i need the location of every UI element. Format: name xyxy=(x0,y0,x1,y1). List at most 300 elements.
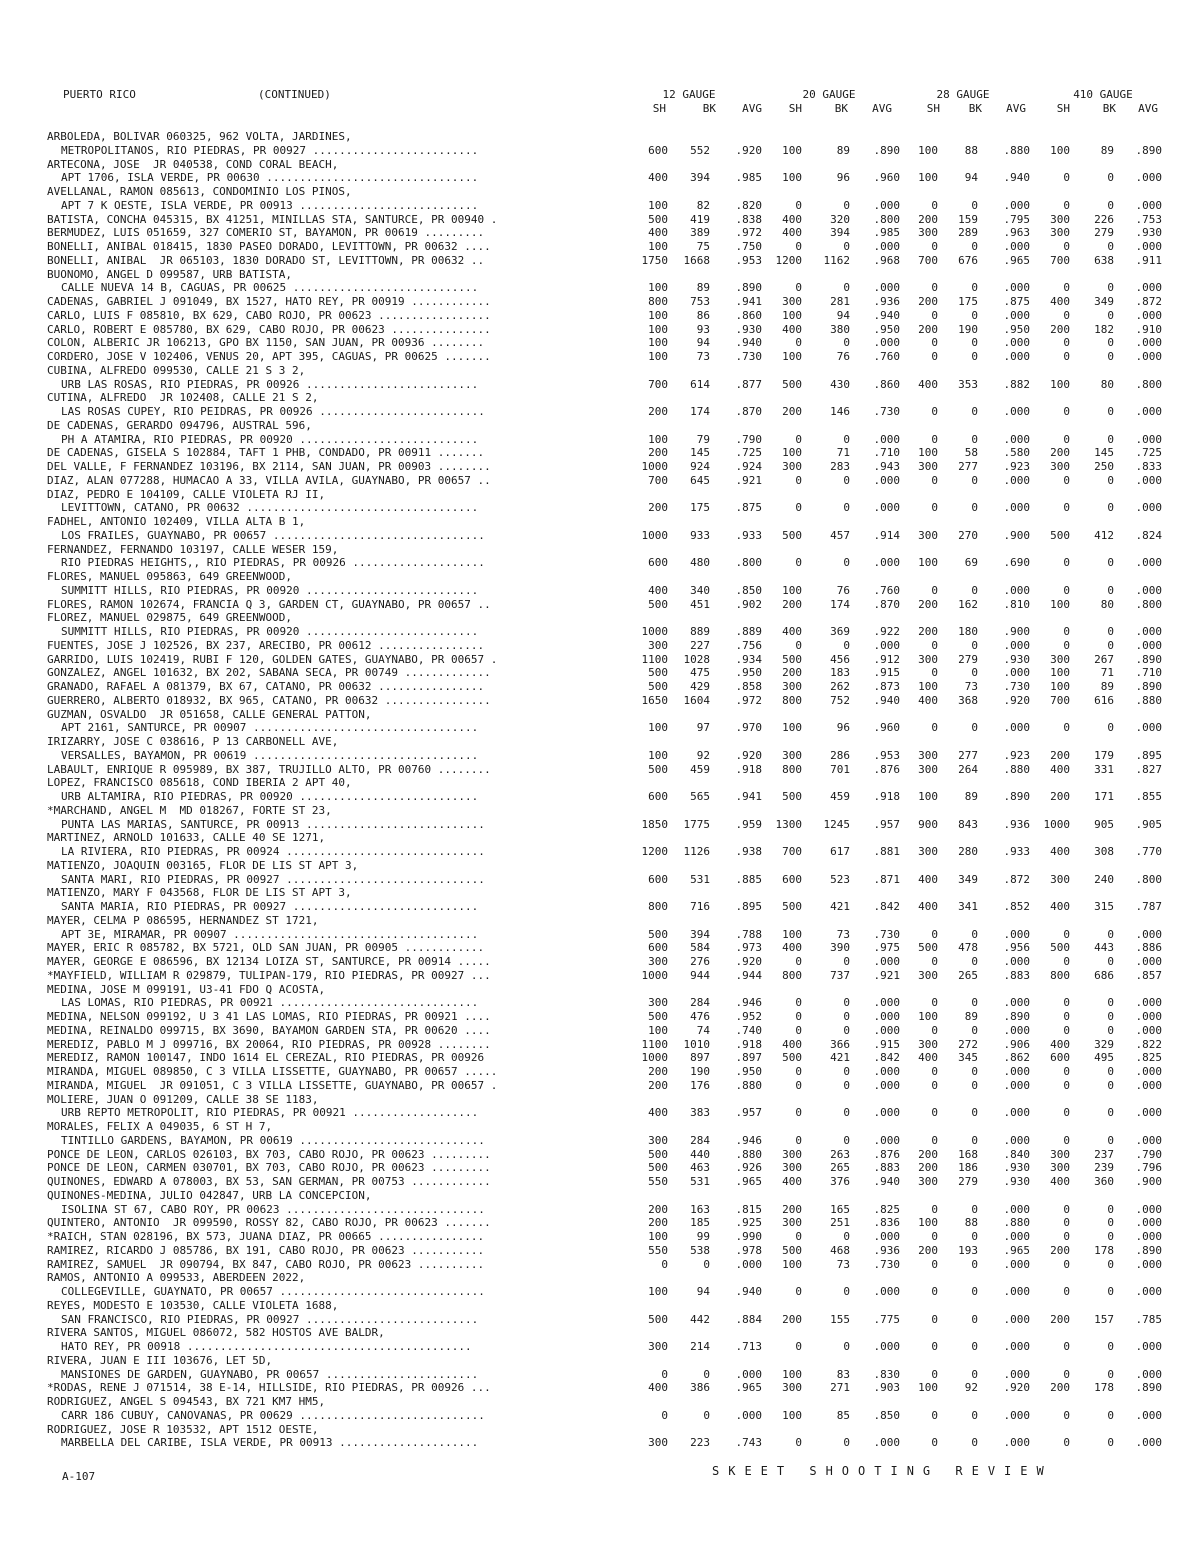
score-cell: 0 xyxy=(1107,501,1114,515)
score-cell: 400 xyxy=(782,226,802,240)
score-cell: .000 xyxy=(1135,1285,1162,1298)
score-cell: 500 xyxy=(648,927,668,941)
score-cell: .890 xyxy=(1135,1243,1162,1257)
score-cell: 200 xyxy=(782,1312,802,1326)
score-cell: .875 xyxy=(735,501,762,515)
column-label: SH xyxy=(788,102,802,115)
list-item xyxy=(0,694,1200,708)
list-item xyxy=(0,1010,1200,1024)
score-cell: 500 xyxy=(648,1161,668,1175)
column-label: SH xyxy=(652,102,666,115)
shooter-name-text: QUINONES, EDWARD A 078003, BX 53, SAN GERMAN, PR 00753 ............ xyxy=(47,1175,491,1188)
score-cell: 0 xyxy=(971,721,978,735)
score-cell: 79 xyxy=(696,432,710,446)
score-cell: 190 xyxy=(690,1065,710,1078)
score-cell: 584 xyxy=(690,941,710,955)
score-cell: 281 xyxy=(830,295,850,308)
score-cell: 0 xyxy=(971,1340,978,1353)
list-item xyxy=(0,405,1200,419)
list-item xyxy=(0,831,1200,845)
score-cell: .905 xyxy=(1135,817,1162,831)
list-item xyxy=(0,185,1200,199)
score-cell: 0 xyxy=(931,501,938,515)
score-cell: .857 xyxy=(1135,968,1162,982)
score-cell: 88 xyxy=(964,1216,978,1230)
score-cell: .880 xyxy=(1003,143,1030,157)
address-text: SUMMITT HILLS, RIO PIEDRAS, PR 00920 .......................... xyxy=(61,625,479,638)
list-item xyxy=(0,914,1200,928)
score-cell: .911 xyxy=(1135,253,1162,267)
score-cell: .972 xyxy=(735,693,762,707)
address-text: LAS LOMAS, RIO PIEDRAS, PR 00921 .............................. xyxy=(61,996,479,1010)
list-item xyxy=(0,625,1200,639)
score-cell: .800 xyxy=(1135,377,1162,391)
shooter-name-text: LOPEZ, FRANCISCO 085618, COND IBERIA 2 APT 40, xyxy=(47,776,352,790)
list-item xyxy=(0,1161,1200,1175)
score-cell: 0 xyxy=(931,473,938,487)
gauge-header-12: 12 GAUGE xyxy=(662,88,716,101)
score-cell: 0 xyxy=(795,432,802,446)
score-cell: 223 xyxy=(690,1436,710,1450)
score-cell: 171 xyxy=(1094,790,1114,803)
score-cell: .000 xyxy=(873,1340,900,1353)
list-item xyxy=(0,1148,1200,1162)
score-cell: .957 xyxy=(873,817,900,831)
shooter-name-text: MEDINA, REINALDO 099715, BX 3690, BAYAMON GARDEN STA, PR 00620 .... xyxy=(47,1023,491,1037)
score-cell: 88 xyxy=(964,143,978,157)
score-cell: 0 xyxy=(1063,1078,1070,1092)
score-cell: 73 xyxy=(836,1257,850,1271)
score-cell: 186 xyxy=(958,1161,978,1175)
list-item xyxy=(0,1189,1200,1203)
score-cell: .000 xyxy=(1135,638,1162,652)
score-cell: 0 xyxy=(971,955,978,968)
score-cell: .740 xyxy=(735,1023,762,1037)
score-cell: .825 xyxy=(1135,1051,1162,1065)
score-cell: .000 xyxy=(1003,1106,1030,1120)
score-cell: 193 xyxy=(958,1243,978,1257)
score-cell: 100 xyxy=(918,556,938,570)
score-cell: 0 xyxy=(795,1023,802,1037)
score-cell: 200 xyxy=(1050,1381,1070,1395)
list-item xyxy=(0,584,1200,598)
score-cell: 100 xyxy=(782,927,802,941)
score-cell: .855 xyxy=(1135,790,1162,803)
score-cell: 341 xyxy=(958,900,978,913)
list-item xyxy=(0,611,1200,625)
shooter-name-text: FLORES, RAMON 102674, FRANCIA Q 3, GARDEN CT, GUAYNABO, PR 00657 .. xyxy=(47,597,491,611)
score-cell: 159 xyxy=(958,212,978,226)
score-cell: 944 xyxy=(690,968,710,982)
score-cell: 277 xyxy=(958,460,978,473)
score-cell: .915 xyxy=(873,1037,900,1051)
address-text: METROPOLITANOS, RIO PIEDRAS, PR 00927 ......................... xyxy=(61,143,479,157)
score-cell: 676 xyxy=(958,253,978,267)
score-cell: 0 xyxy=(1107,336,1114,350)
score-cell: .950 xyxy=(735,666,762,680)
address-text: MANSIONES DE GARDEN, GUAYNABO, PR 00657 ....................... xyxy=(61,1367,479,1381)
score-cell: 300 xyxy=(1050,460,1070,473)
score-cell: 538 xyxy=(690,1243,710,1257)
score-cell: .890 xyxy=(1135,143,1162,157)
score-cell: .965 xyxy=(735,1381,762,1395)
score-cell: 0 xyxy=(1063,638,1070,652)
score-cell: .940 xyxy=(735,336,762,350)
score-cell: 349 xyxy=(1094,295,1114,308)
list-item xyxy=(0,941,1200,955)
score-cell: .000 xyxy=(1135,927,1162,941)
score-cell: 800 xyxy=(782,693,802,707)
score-cell: 421 xyxy=(830,900,850,913)
score-cell: .900 xyxy=(1003,625,1030,638)
score-cell: 1000 xyxy=(641,528,668,542)
list-item xyxy=(0,955,1200,969)
score-cell: 400 xyxy=(1050,295,1070,308)
list-item xyxy=(0,1120,1200,1134)
score-cell: 0 xyxy=(661,1257,668,1271)
score-cell: 214 xyxy=(690,1340,710,1353)
score-cell: 200 xyxy=(918,597,938,611)
score-cell: 0 xyxy=(795,1133,802,1147)
score-cell: 531 xyxy=(690,1175,710,1188)
score-cell: 0 xyxy=(1063,1257,1070,1271)
list-item xyxy=(0,1436,1200,1450)
shooter-name-text: FLOREZ, MANUEL 029875, 649 GREENWOOD, xyxy=(47,611,293,625)
score-cell: 320 xyxy=(830,212,850,226)
score-cell: 300 xyxy=(918,1175,938,1188)
score-cell: 263 xyxy=(830,1147,850,1161)
score-cell: 200 xyxy=(918,1147,938,1161)
score-cell: .750 xyxy=(735,240,762,253)
address-text: CARR 186 CUBUY, CANOVANAS, PR 00629 ............................ xyxy=(61,1408,485,1422)
score-cell: .880 xyxy=(1003,762,1030,776)
score-cell: .713 xyxy=(735,1340,762,1353)
list-item xyxy=(0,570,1200,584)
score-cell: 843 xyxy=(958,817,978,831)
address-text: SANTA MARIA, RIO PIEDRAS, PR 00927 ............................ xyxy=(61,900,479,913)
score-cell: 73 xyxy=(964,680,978,693)
score-cell: .000 xyxy=(873,1078,900,1092)
score-cell: 300 xyxy=(648,955,668,968)
list-item xyxy=(0,1038,1200,1052)
score-cell: .000 xyxy=(1135,1078,1162,1092)
shooter-name-text: GONZALEZ, ANGEL 101632, BX 202, SABANA SECA, PR 00749 ............. xyxy=(47,666,491,680)
list-item xyxy=(0,378,1200,392)
score-cell: 0 xyxy=(1063,1010,1070,1023)
shooter-name-text: MEDINA, NELSON 099192, U 3 41 LAS LOMAS, RIO PIEDRAS, PR 00921 .... xyxy=(47,1010,491,1023)
score-cell: 300 xyxy=(648,638,668,652)
score-cell: .000 xyxy=(1135,1367,1162,1381)
score-cell: 368 xyxy=(958,693,978,707)
score-cell: 300 xyxy=(918,1037,938,1051)
score-cell: .880 xyxy=(1003,1216,1030,1230)
list-item xyxy=(0,996,1200,1010)
score-cell: 0 xyxy=(931,1285,938,1298)
score-cell: 97 xyxy=(696,721,710,735)
score-cell: 0 xyxy=(1107,1367,1114,1381)
score-cell: .938 xyxy=(735,845,762,858)
score-cell: 0 xyxy=(931,583,938,597)
score-cell: .906 xyxy=(1003,1037,1030,1051)
score-cell: 1650 xyxy=(641,693,668,707)
score-cell: 0 xyxy=(1063,308,1070,322)
score-cell: .730 xyxy=(735,350,762,363)
score-cell: .760 xyxy=(873,350,900,363)
shooter-name-text: BATISTA, CONCHA 045315, BX 41251, MINILLAS STA, SANTURCE, PR 00940 . xyxy=(47,212,498,226)
score-cell: 100 xyxy=(918,680,938,693)
score-cell: 0 xyxy=(1107,556,1114,570)
list-item xyxy=(0,144,1200,158)
score-cell: .880 xyxy=(735,1078,762,1092)
shooter-name-text: MEDINA, JOSE M 099191, U3-41 FDO Q ACOSTA, xyxy=(47,982,326,996)
score-cell: 300 xyxy=(782,1381,802,1395)
shooter-name-text: MIRANDA, MIGUEL 089850, C 3 VILLA LISSETTE, GUAYNABO, PR 00657 ..... xyxy=(47,1065,498,1078)
list-item xyxy=(0,653,1200,667)
score-cell: 0 xyxy=(843,198,850,212)
score-cell: 1245 xyxy=(823,817,850,831)
score-cell: 0 xyxy=(795,1285,802,1298)
score-cell: 933 xyxy=(690,528,710,542)
score-cell: .923 xyxy=(1003,748,1030,762)
score-cell: 315 xyxy=(1094,900,1114,913)
score-cell: 0 xyxy=(843,1023,850,1037)
score-cell: .952 xyxy=(735,1010,762,1023)
score-cell: 300 xyxy=(918,748,938,762)
score-cell: 457 xyxy=(830,528,850,542)
score-cell: 476 xyxy=(690,1010,710,1023)
score-cell: 0 xyxy=(1063,405,1070,418)
score-cell: 0 xyxy=(931,281,938,295)
score-cell: 0 xyxy=(795,1340,802,1353)
shooter-name-text: AVELLANAL, RAMON 085613, CONDOMINIO LOS PINOS, xyxy=(47,185,352,198)
score-cell: 100 xyxy=(1050,597,1070,611)
score-cell: .000 xyxy=(873,955,900,968)
score-cell: 182 xyxy=(1094,322,1114,336)
score-cell: 500 xyxy=(782,790,802,803)
score-cell: .924 xyxy=(735,460,762,473)
score-cell: 300 xyxy=(918,968,938,982)
score-cell: 0 xyxy=(1107,996,1114,1010)
list-item xyxy=(0,1368,1200,1382)
score-cell: 237 xyxy=(1094,1147,1114,1161)
address-text: LOS FRAILES, GUAYNABO, PR 00657 ................................ xyxy=(61,528,485,542)
score-cell: 279 xyxy=(958,1175,978,1188)
score-cell: 89 xyxy=(1100,680,1114,693)
score-cell: 0 xyxy=(971,1023,978,1037)
score-cell: 100 xyxy=(918,1381,938,1395)
address-text: PH A ATAMIRA, RIO PIEDRAS, PR 00920 ........................... xyxy=(61,432,479,446)
score-cell: .950 xyxy=(873,322,900,336)
score-cell: 0 xyxy=(1107,721,1114,735)
score-cell: .000 xyxy=(1003,1230,1030,1243)
score-cell: .800 xyxy=(735,556,762,570)
score-cell: .000 xyxy=(873,1230,900,1243)
score-cell: .000 xyxy=(1003,1367,1030,1381)
score-cell: 500 xyxy=(648,1010,668,1023)
list-item xyxy=(0,323,1200,337)
score-cell: 0 xyxy=(1063,240,1070,253)
list-item xyxy=(0,1340,1200,1354)
list-item xyxy=(0,433,1200,447)
score-cell: 0 xyxy=(931,955,938,968)
score-cell: 0 xyxy=(843,1065,850,1078)
score-cell: 0 xyxy=(795,1065,802,1078)
score-cell: 419 xyxy=(690,212,710,226)
state-title: PUERTO RICO xyxy=(63,88,136,101)
score-cell: 76 xyxy=(836,350,850,363)
score-cell: 100 xyxy=(648,336,668,350)
list-item xyxy=(0,268,1200,282)
score-cell: 100 xyxy=(648,1230,668,1243)
score-cell: 300 xyxy=(918,845,938,858)
list-item xyxy=(0,708,1200,722)
score-cell: 100 xyxy=(648,322,668,336)
score-cell: 0 xyxy=(1063,996,1070,1010)
score-cell: 200 xyxy=(648,405,668,418)
score-cell: 400 xyxy=(648,171,668,185)
score-cell: 276 xyxy=(690,955,710,968)
score-cell: .000 xyxy=(1003,1133,1030,1147)
score-cell: 0 xyxy=(971,405,978,418)
score-cell: .877 xyxy=(735,377,762,391)
score-cell: 300 xyxy=(1050,1147,1070,1161)
shooter-name-text: *MAYFIELD, WILLIAM R 029879, TULIPAN-179, RIO PIEDRAS, PR 00927 ... xyxy=(47,968,491,982)
shooter-name-text: DE CADENAS, GERARDO 094796, AUSTRAL 596, xyxy=(47,418,312,432)
score-cell: 0 xyxy=(843,281,850,295)
score-cell: .920 xyxy=(735,748,762,762)
list-item xyxy=(0,419,1200,433)
score-cell: .895 xyxy=(1135,748,1162,762)
score-cell: 264 xyxy=(958,762,978,776)
score-cell: 279 xyxy=(1094,226,1114,240)
column-label: AVG xyxy=(1006,102,1026,115)
score-cell: 94 xyxy=(696,1285,710,1298)
score-cell: 100 xyxy=(1050,377,1070,391)
score-cell: .833 xyxy=(1135,460,1162,473)
score-cell: .890 xyxy=(1135,652,1162,666)
score-cell: 0 xyxy=(971,1202,978,1216)
list-item xyxy=(0,1093,1200,1107)
list-item xyxy=(0,240,1200,254)
score-cell: 262 xyxy=(830,680,850,693)
score-cell: 0 xyxy=(1063,336,1070,350)
score-cell: 163 xyxy=(690,1202,710,1216)
score-cell: .730 xyxy=(873,1257,900,1271)
score-cell: 0 xyxy=(1107,1216,1114,1230)
score-cell: 1100 xyxy=(641,1037,668,1051)
score-cell: 162 xyxy=(958,597,978,611)
score-cell: 376 xyxy=(830,1175,850,1188)
score-cell: 0 xyxy=(843,1285,850,1298)
score-cell: 1162 xyxy=(823,253,850,267)
score-cell: 0 xyxy=(971,1367,978,1381)
list-item xyxy=(0,226,1200,240)
score-cell: 0 xyxy=(703,1408,710,1422)
score-cell: 0 xyxy=(1107,1230,1114,1243)
score-cell: 0 xyxy=(931,1340,938,1353)
score-cell: .000 xyxy=(1135,1436,1162,1450)
score-cell: 550 xyxy=(648,1175,668,1188)
score-cell: .903 xyxy=(873,1381,900,1395)
score-cell: 100 xyxy=(1050,143,1070,157)
score-cell: .852 xyxy=(1003,900,1030,913)
score-cell: 0 xyxy=(971,1312,978,1326)
score-cell: 86 xyxy=(696,308,710,322)
shooter-name-text: MEREDIZ, PABLO M J 099716, BX 20064, RIO PIEDRAS, PR 00928 ........ xyxy=(47,1037,491,1051)
score-cell: .000 xyxy=(1003,955,1030,968)
score-cell: 700 xyxy=(1050,253,1070,267)
score-cell: 389 xyxy=(690,226,710,240)
score-cell: .965 xyxy=(735,1175,762,1188)
score-cell: 600 xyxy=(1050,1051,1070,1065)
score-cell: 0 xyxy=(1107,927,1114,941)
score-cell: 100 xyxy=(648,198,668,212)
score-cell: 0 xyxy=(971,1408,978,1422)
score-cell: 0 xyxy=(931,638,938,652)
score-cell: 645 xyxy=(690,473,710,487)
score-cell: 300 xyxy=(918,528,938,542)
address-text: HATO REY, PR 00918 ........................................... xyxy=(61,1340,472,1353)
score-cell: .000 xyxy=(1003,927,1030,941)
score-cell: .890 xyxy=(1135,680,1162,693)
score-cell: .000 xyxy=(873,996,900,1010)
score-cell: 200 xyxy=(648,446,668,460)
score-cell: .000 xyxy=(1003,473,1030,487)
score-cell: 200 xyxy=(918,1243,938,1257)
score-cell: 175 xyxy=(690,501,710,515)
score-cell: .965 xyxy=(1003,253,1030,267)
score-cell: 614 xyxy=(690,377,710,391)
list-item xyxy=(0,1326,1200,1340)
score-cell: 0 xyxy=(843,638,850,652)
score-cell: .000 xyxy=(873,638,900,652)
score-cell: 0 xyxy=(843,1106,850,1120)
score-cell: 0 xyxy=(931,1023,938,1037)
score-cell: 200 xyxy=(1050,446,1070,460)
score-cell: .822 xyxy=(1135,1037,1162,1051)
score-cell: .000 xyxy=(1003,583,1030,597)
score-cell: .890 xyxy=(1135,1381,1162,1395)
score-cell: 0 xyxy=(795,556,802,570)
score-cell: 369 xyxy=(830,625,850,638)
score-cell: 200 xyxy=(648,1202,668,1216)
score-cell: 353 xyxy=(958,377,978,391)
score-cell: 400 xyxy=(782,1037,802,1051)
score-cell: 400 xyxy=(918,1051,938,1065)
score-cell: .000 xyxy=(1135,336,1162,350)
score-cell: 94 xyxy=(964,171,978,185)
score-cell: 240 xyxy=(1094,872,1114,886)
score-cell: 0 xyxy=(661,1408,668,1422)
score-cell: 500 xyxy=(782,1243,802,1257)
score-cell: 0 xyxy=(1063,1230,1070,1243)
score-cell: 300 xyxy=(648,996,668,1010)
column-label: AVG xyxy=(742,102,762,115)
score-cell: 386 xyxy=(690,1381,710,1395)
score-cell: 0 xyxy=(971,336,978,350)
score-cell: 300 xyxy=(1050,1161,1070,1175)
score-cell: .725 xyxy=(1135,446,1162,460)
shooter-name-text: BONELLI, ANIBAL 018415, 1830 PASEO DORADO, LEVITTOWN, PR 00632 .... xyxy=(47,240,491,253)
score-cell: .825 xyxy=(873,1202,900,1216)
score-cell: 100 xyxy=(648,432,668,446)
column-label: AVG xyxy=(872,102,892,115)
score-cell: .000 xyxy=(1003,501,1030,515)
score-cell: 500 xyxy=(1050,528,1070,542)
score-cell: 0 xyxy=(931,1133,938,1147)
score-cell: 71 xyxy=(1100,666,1114,680)
score-cell: .000 xyxy=(1003,350,1030,363)
